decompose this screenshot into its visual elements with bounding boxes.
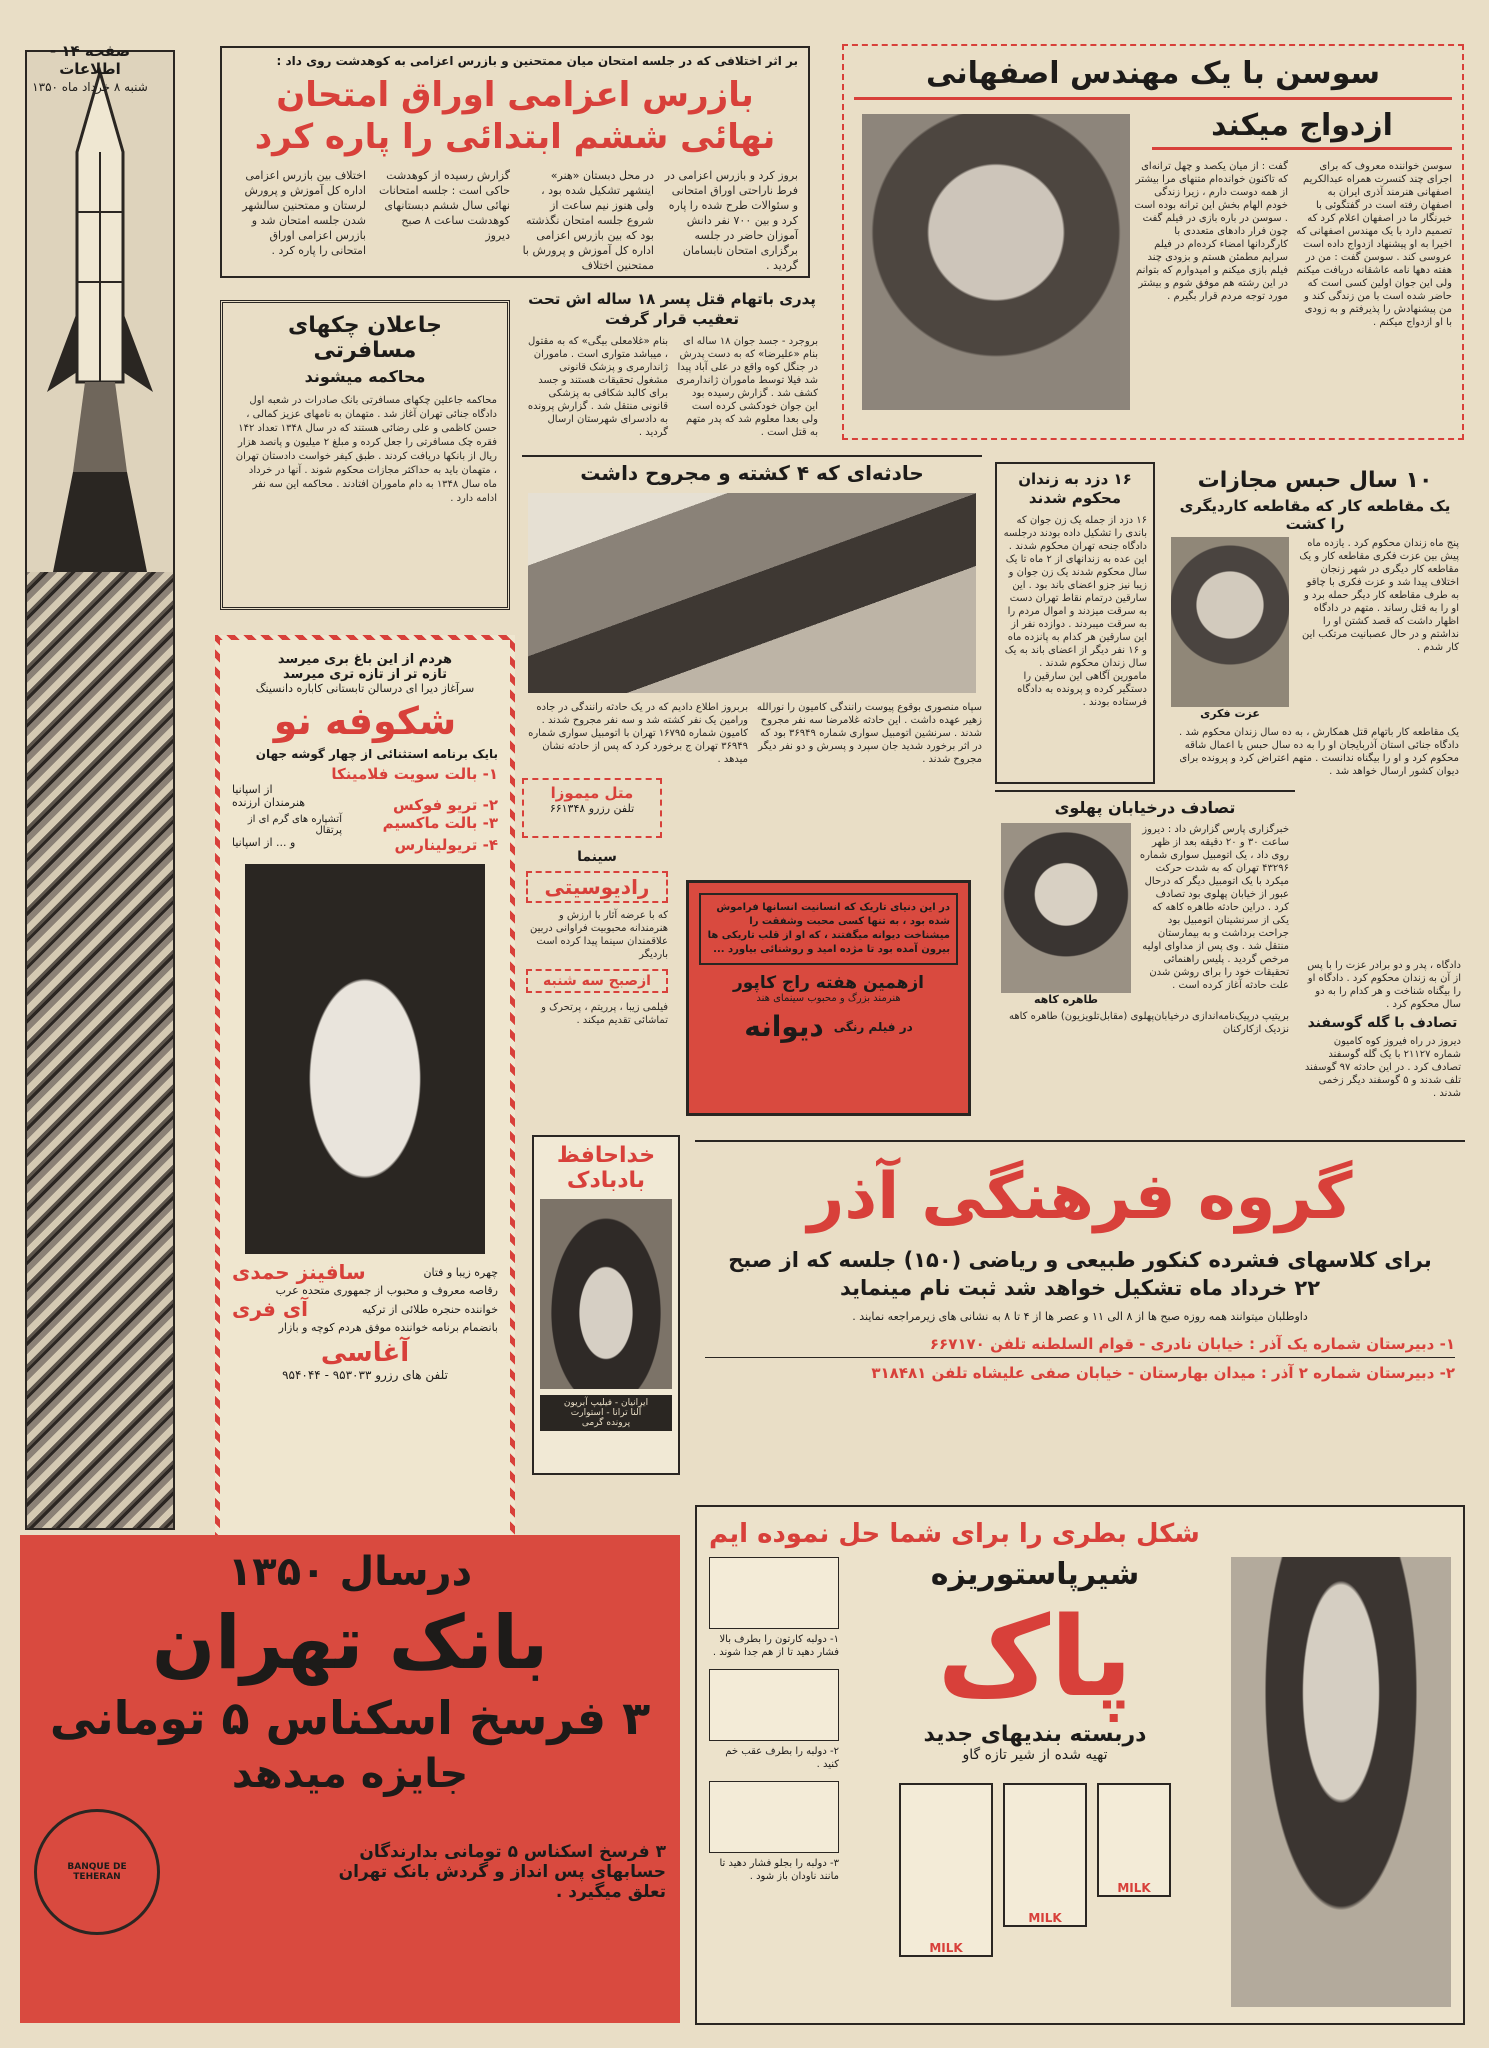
bank-year-line: درسال ۱۳۵۰ [227, 1549, 473, 1595]
prison-body-2: یک مقاطعه کار باتهام قتل همکارش ، به ده سال زندان محکوم شد . دادگاه جنائی استان آذربایجان او را به ده سال حبس با اعمال شاقه محکوم کرد و او را بیگناه ندانست . متهم اعتراض کرد و پرونده برای دیوان کشور ارسال خواهد شد . [1178, 727, 1459, 777]
act-2: ۲- تریو فوکس [393, 796, 498, 814]
film-desc: فیلمی زیبا ، پرریتم ، پرتحرک و تماشائی تقدیم میکند . [541, 1002, 668, 1026]
act-3-note: آتشپاره های گرم ای از پرتقال [247, 814, 342, 836]
act-1: ۱- بالت سویت فلامینکا [331, 765, 498, 783]
red-box-text: در این دنیای تاریک که انسانیت انسانها فراموش شده بود ، به تنها کسی محبت وشفقت را میشناخت دیوانه میگفتند ، که او از قلب تاریکی ها بیرون آمده بود تا مژده امید و روشنائی بیاورد ... [699, 893, 958, 965]
goose-headline: تصادف با گله گوسفند [1307, 1015, 1458, 1031]
pahlavi-body: خبرگزاری پارس گزارش داد : دیروز ساعت ۳۰ و ۲۰ دقیقه بعد از ظهر روی داد ، یک اتومبیل سواری شماره ۴۳۲۹۶ تهران که به شدت حرکت میکرد با یک اتومبیل دیگر که درحال عبور از خیابان پهلوی بود تصادف کرد . دراین حادثه طاهره کاهه که یکی از سرنشینان اتومبیل بود جراحت برداشت و به بیمارستان منتقل شد . وی پس از مداوای اولیه مرخص گردید . پلیس راهنمائی تحقیقات خود را برای روشن شدن علت حادثه آغاز کرده است . [1139, 824, 1289, 991]
susan-col-1: سوسن خواننده معروف که برای اجرای چند کنسرت همراه عبدالکریم اصفهانی هنرمند آذری ایران به اصفهان رفته است در گفتگوئی با خبرنگار ما در اصفهان اعلام کرد که تصمیم دارد با یک مهندس اصفهانی که اخیرا به او پیشنهاد ازدواج داده است عروسی کند . سوسن گفت : من در هفته دهها نامه عاشقانه دریافت میکنم ولی این جوان اولین کسی است که حاضر شده است با من زندگی کند و من پیشنهادش را پذیرفتم و به زودی با او ازدواج میکنم . [1296, 161, 1452, 328]
thieves-headline: ۱۶ دزد به زندان محکوم شدند [1018, 470, 1132, 507]
star-line: ازهمین هفته راج کاپور [732, 973, 925, 993]
cheque-story [220, 300, 510, 610]
shekoofe-line-2: تازه تر از تازه تری میرسد [283, 667, 447, 682]
shekoofe-title: شکوفه نو [273, 699, 457, 743]
susan-headline: سوسن با یک مهندس اصفهانی [854, 56, 1452, 100]
susan-photo [862, 114, 1130, 410]
bank-footer-3: تعلق میگیرد . [555, 1882, 666, 1902]
pack-label-3: MILK [929, 1941, 963, 1955]
susan-story [842, 44, 1464, 440]
bank-logo [34, 1809, 160, 1935]
accident-col-2: سپاه منصوری بوقوع پیوست رانندگی کامیون را نورالله زهیر عهده داشت . این حادثه غلامرضا سه نفر مجروح شدند . سرنشین اتومبیل سواری شماره ۳۶۹۴۹ بود که در اثر برخورد شدید جان سپرد و پسرش و دو نفر دیگر مجروح شدند . [756, 702, 982, 765]
pack-label-2: MILK [1028, 1911, 1062, 1925]
prison-body: پنج ماه زندان محکوم کرد . یازده ماه پیش بین عزت فکری مقاطعه کار و یک مقاطعه کار دیگری در شهر زنجان اختلاف پیدا شد و عزت فکری با چاقو به طرف مقاطعه کار دیگر حمله برد و او را به قتل رساند . متهم در دادگاه اظهار داشت که قصد کشتن او را نداشتم و در حال عصبانیت مرتکب این کار شدم . [1299, 538, 1459, 653]
dancer-desc: رقاصه معروف و محبوب از جمهوری متحده عرب [275, 1284, 498, 1297]
exam-kicker: بر اثر اختلافی که در جلسه امتحان میان ممتحنین و بازرس اعزامی به کوهدشت روی داد : [276, 54, 798, 68]
milk-brand: پاک [937, 1593, 1133, 1721]
exam-headline-1: بازرس اعزامی اوراق امتحان [276, 75, 754, 115]
masthead [20, 42, 160, 94]
closing-line: بانضمام برنامه خواننده موفق هردم کوچه و بازار [278, 1321, 498, 1334]
motel-ad [522, 778, 662, 838]
cheque-body: محاکمه جاعلین چکهای مسافرتی بانک صادرات در شعبه اول دادگاه جنائی تهران آغاز شد . متهمان به نامهای عزیز کمالی ، حسن کاظمی و علی رضائی هستند که در سال ۱۳۴۸ تعداد ۱۴۲ فقره چک مسافرتی را جعل کرده و مبلغ ۲ میلیون و پانصد هزار ریال از بانکها دریافت کردند . طبق کیفر خواست دادستان تهران ، متهمان باید به حداکثر مجازات محکوم شوند . آنها در خرداد ماه سال ۱۳۴۸ به دام ماموران افتادند . محاکمه این سه نفر ادامه دارد . [235, 395, 497, 504]
milk-sub-2: تهیه شده از شیر تازه گاو [962, 1747, 1108, 1763]
act-4: ۴- تریولینارس [394, 836, 498, 854]
exam-story [220, 46, 810, 278]
azar-ad [695, 1140, 1465, 1490]
milk-pack-2 [1003, 1783, 1087, 1927]
milk-step-2-icon [709, 1669, 839, 1741]
ezzat-caption: عزت فکری [1200, 707, 1260, 720]
milk-step-3-icon [709, 1781, 839, 1853]
milk-woman-photo [1231, 1557, 1451, 2007]
milk-pack-3 [899, 1783, 993, 1957]
bank-logo-text: BANQUE DE TEHERAN [67, 1862, 127, 1882]
goose-side: دادگاه ، پدر و دو برادر عزت را با پس از آن به زندان محکوم کرد . دادگاه او را بیگناه شناخت و هر کدام را به دو سال محکوم کرد . [1307, 960, 1461, 1010]
milk-step-3: ۳- دولبه را بجلو فشار دهید تا مانند ناودان باز شود . [719, 1858, 839, 1882]
thieves-story [995, 462, 1155, 784]
motel-phone: تلفن رزرو ۶۶۱۳۴۸ [549, 802, 635, 815]
premiere: ازصبح سه شنبه [526, 969, 668, 993]
azar-note: داوطلبان میتوانند همه روزه صبح ها از ۸ الی ۱۱ و عصر ها از ۴ تا ۸ به نشانی های زیرمراجعه نمایند . [852, 1310, 1308, 1323]
exam-col-2: گزارش رسیده از کوهدشت حاکی است : جلسه امتحانات نهائی سال ششم دبستانهای کوهدشت ساعت ۸ صبح دیروز [379, 169, 510, 242]
father-col-2: بنام «غلامعلی بیگی» که به مقتول ، میباشد متواری است . ماموران ژاندارمری و پزشک قانونی مشغول تحقیقات هستند و جسد برای کالبد شکافی به پزشکی قانونی منتقل شد . گزارش پرونده به دادسرای شهرستان ارسال گردید . [527, 336, 668, 438]
cinema-desc: که با عرضه آثار با ارزش و هنرمندانه محبوبیت فراوانی دربین علاقمندان سینما پیدا کرده است باردیگر [529, 910, 668, 960]
thieves-body: ۱۶ دزد از جمله یک زن جوان که باندی را تشکیل داده بودند درجلسه دادگاه جنحه تهران محکوم شدند . این عده به زندانهای از ۲ ماه تا یک سال محکوم شدند یک زن جوان و زیبا نیز جزو اعضای باند بود . این سارقین درتمام نقاط تهران دست به سرقت میزدند و اموال مردم را به سرقت میبردند . دوازده نفر از این سارقین هر کدام به پانزده ماه و ۱۶ نفر دیگر از اعضای باند به یک سال زندان محکوم شدند . مامورین آگاهی این سارقین را دستگیر کرده و پرونده به دادگاه فرستاده بودند . [1003, 515, 1147, 708]
accident-col-1: بربروز اطلاع دادیم که در یک حادثه رانندگی در جاده ورامین یک نفر کشته شد و سه نفر مجروح شدند . کامیون شماره ۱۶۷۹۵ تهران با اتومبیل سواری شماره ۳۶۹۴۹ تهران ج برخورد کرد که پس از حادثه نشان میدهد . [528, 702, 748, 765]
milk-step-2: ۲- دولبه را بطرف عقب خم کنید . [725, 1746, 839, 1770]
bank-prize-sub: جایزه میدهد [231, 1751, 469, 1797]
page-label: صفحه ۱۴ - اطلاعات [49, 42, 131, 78]
pahlavi-footer: بریتیپ درپیک‌نامه‌اندازی درخیابان‌پهلوی (مقابل‌تلویزیون) طاهره کاهه نزدیک ازکارکنان [1008, 1011, 1289, 1035]
goose-body: دیروز در راه فیروز کوه کامیون شماره ۲۱۱۲۷ با یک گله گوسفند تصادف کرد . در این حادثه ۹۷ گوسفند تلف شدند و ۵ گوسفند دیگر زخمی شدند . [1304, 1036, 1461, 1099]
susan-col-2: گفت : از میان یکصد و چهل ترانه‌ای که تاکنون خوانده‌ام متنهای مرا بیشتر از همه دوست دارم ، زیرا زندگی خودم الهام بخش این ترانه بوده است . سوسن در باره بازی در فیلم گفت چون فرار دادهای متعددی با کارگردانها امضاء کرده‌ام در فیلم سرایم مطمئن هستم و بزودی چند فیلم بازی میکنم و امیدوارم که بتوانم در این رشته هم موفق شوم و بیشتر مورد توجه مردم قرار بگیرم . [1134, 161, 1288, 302]
khodahafez-poster [532, 1135, 680, 1475]
accident-photo [528, 493, 976, 693]
cinema-name: رادیوسیتی [526, 871, 668, 903]
milk-sub: دربسته بندیهای جدید [923, 1722, 1147, 1747]
bank-prize-line: ۳ فرسخ اسکناس ۵ تومانی [49, 1691, 651, 1745]
azar-line-2: ۲۲ خرداد ماه تشکیل خواهد شد ثبت نام مینماید [839, 1276, 1321, 1300]
pack-label-1: MILK [1117, 1881, 1151, 1895]
film-prefix: در فیلم رنگی [833, 1019, 913, 1034]
milk-step-1-icon [709, 1557, 839, 1629]
singer-desc: خواننده حنجره طلائی از ترکیه [362, 1302, 498, 1316]
exam-col-1: اختلاف بین بازرس اعزامی اداره کل آموزش و پرورش لرستان و ممتحنین سالشهر شدن جلسه امتحان شد و بازرس اعزامی اوراق امتحانی را پاره کرد . [242, 169, 366, 257]
milk-step-1: ۱- دولبه کارتون را بطرف بالا فشار دهید تا از هم جدا شوند . [712, 1634, 839, 1658]
cheque-headline: جاعلان چکهای مسافرتی [288, 313, 442, 363]
azar-school-1: ۱- دبیرستان شماره یک آذر : خیابان نادری - قوام السلطنه تلفن ۶۶۷۱۷۰ [705, 1335, 1455, 1358]
singer-name: آی فری [232, 1297, 309, 1321]
exam-headline-2: نهائی ششم ابتدائی را پاره کرد [254, 117, 776, 157]
azar-line-1: برای کلاسهای فشرده کنکور طبیعی و ریاضی (۱۵۰) جلسه که از صبح [728, 1248, 1432, 1272]
rocket-icon [27, 52, 173, 572]
accident-headline: حادثه‌ای که ۴ کشته و مجروح داشت [580, 461, 924, 485]
cinema-label: سینما [577, 849, 617, 865]
azar-school-2: ۲- دبیرستان شماره ۲ آذر : میدان بهارستان - خیابان صفی علیشاه تلفن ۳۱۸۴۸۱ [871, 1364, 1455, 1382]
poster-footer-3: پرونده گرمی [581, 1418, 631, 1428]
bank-tehran-ad [20, 1535, 680, 2023]
tahereh-caption: طاهره کاهه [1033, 993, 1099, 1006]
rocket-ad [25, 50, 175, 1530]
prison-headline: ۱۰ سال حبس مجازات [1197, 468, 1433, 493]
father-headline: پدری باتهام قتل پسر ۱۸ ساله اش تحت تعقیب قرار گرفت [528, 290, 816, 328]
exam-col-4: بروز کرد و بازرس اعزامی در فرط ناراحتی اوراق امتحانی و سئوالات طرح شده را پاره کرد و بین ۷۰۰ نفر دانش آموزان حاضر در جلسه برگزاری امتحان نابسامان گردید . [664, 169, 798, 272]
star-desc: هنرمند بزرگ و محبوب سینمای هند [756, 993, 901, 1004]
milk-title: شیرپاستوریزه [930, 1557, 1140, 1592]
pahlavi-accident [995, 790, 1295, 1120]
exam-col-3: در محل دبستان «هنر» اینشهر تشکیل شده بود ، ولی هنوز نیم ساعت از شروع جلسه امتحان نگذشته بود که بین بازرس اعزامی اداره کل آموزش و پرورش با ممتحنین اختلاف [522, 169, 654, 272]
dancer-photo [245, 864, 485, 1254]
father-col-1: بروجرد - جسد جوان ۱۸ ساله ای بنام «علیرضا» که به دست پدرش در جنگل کوه واقع در علی آباد پیدا شد فیلا توسط ماموران ژاندارمری کشف شد . گزارش رسیده بود این جوان خودکشی کرده است ولی بعدا معلوم شد که پدر متهم به قتل است . [676, 336, 818, 438]
poster-footer-2: آلنا ترانا - استوارت [570, 1408, 642, 1418]
dancer-intro: چهره زیبا و فتان [423, 1265, 498, 1279]
susan-subhead: ازدواج میکند [1152, 108, 1452, 150]
act-2-note: هنرمندان ارزنده [232, 796, 306, 809]
milk-tagline: شکل بطری را برای شما حل نموده ایم [709, 1519, 1200, 1549]
ezzat-photo [1171, 537, 1289, 707]
dancer-name: سافینز حمدی [232, 1260, 366, 1284]
pak-milk-ad [695, 1505, 1465, 2025]
accident-story [522, 455, 982, 780]
shekoofe-ad [215, 635, 515, 1540]
final-name: آغاسی [320, 1338, 410, 1368]
prison-subhead: یک مقاطعه کار که مقاطعه کاردیگری را کشت [1179, 497, 1451, 533]
radiocity-ad [522, 845, 672, 1130]
shekoofe-line-3: سرآغاز دیرا ای درسالن تابستانی کاباره دانسینگ [255, 682, 475, 695]
bank-footer-1: ۳ فرسخ اسکناس ۵ تومانی بدارندگان [359, 1842, 666, 1862]
poster-title-1: خداحافظ [556, 1143, 656, 1168]
azar-title: گروه فرهنگی آذر [807, 1160, 1353, 1234]
goose-story [1300, 955, 1465, 1120]
shekoofe-line-1: هردم از این باغ بری میرسد [277, 652, 453, 667]
bank-name: بانک تهران [151, 1600, 549, 1686]
act-3: ۳- بالت ماکسیم [382, 814, 498, 832]
poster-title-2: بادبادک [566, 1168, 646, 1193]
shekoofe-intro: بایک برنامه استثنائی از چهار گوشه جهان [255, 747, 498, 761]
motel-name: متل میموزا [550, 784, 634, 802]
pahlavi-headline: تصادف درخیابان پهلوی [1054, 798, 1236, 817]
poster-photo [540, 1199, 672, 1389]
milk-pack-1 [1097, 1783, 1171, 1897]
phones: تلفن های رزرو ۹۵۳۰۳۳ - ۹۵۴۰۴۴ [282, 1368, 448, 1382]
act-1-from: از اسپانیا [232, 783, 273, 796]
issue-date: شنبه ۸ خرداد ماه ۱۳۵۰ [32, 80, 148, 94]
film-title: دیوانه [744, 1010, 824, 1043]
act-4-note: و ... از اسپانیا [232, 836, 296, 849]
bank-footer-2: حسابهای پس انداز و گردش بانک تهران [338, 1862, 666, 1882]
poster-footer-1: ایرانیان - فیلیپ آبریون [563, 1398, 649, 1408]
tahereh-photo [1001, 823, 1131, 993]
divaneh-ad [686, 880, 971, 1116]
cheque-subhead: محاکمه میشوند [304, 367, 426, 386]
father-story [522, 285, 822, 455]
